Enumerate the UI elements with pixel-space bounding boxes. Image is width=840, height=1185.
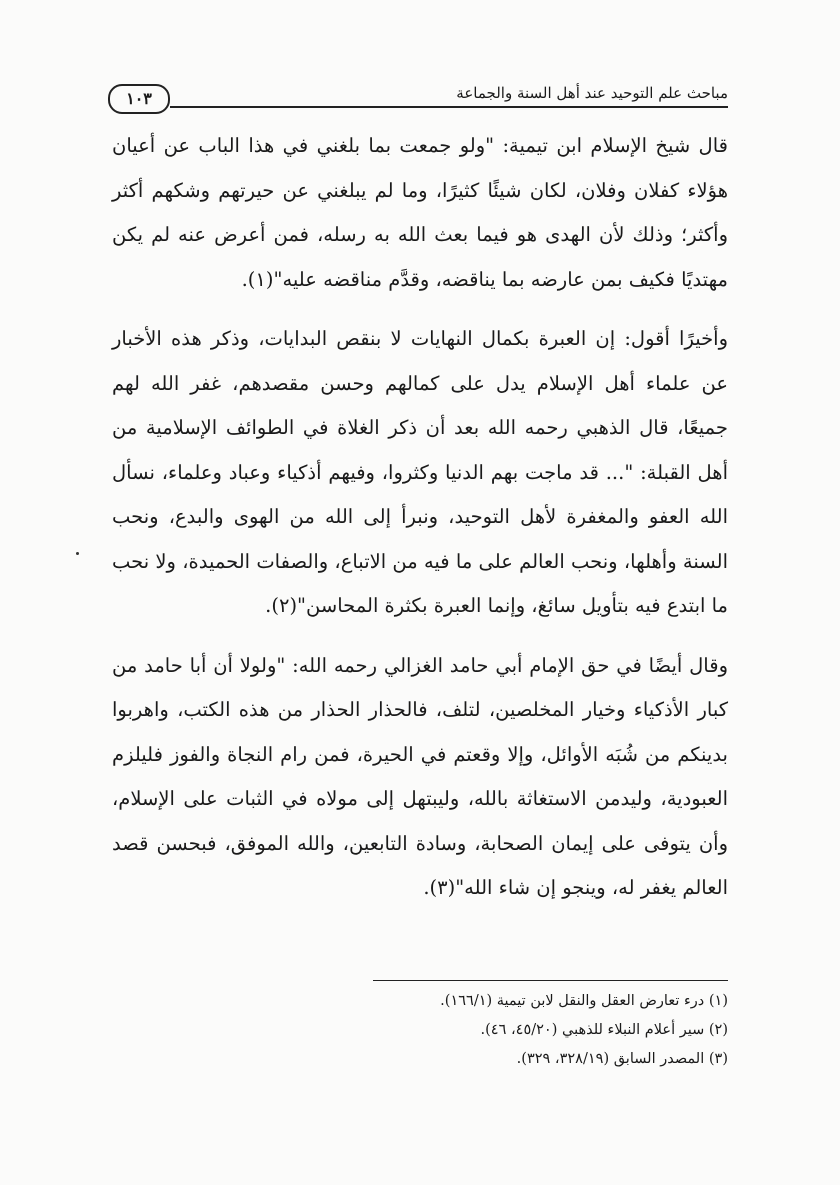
running-title: مباحث علم التوحيد عند أهل السنة والجماعة: [456, 84, 728, 102]
header-rule: [170, 106, 728, 108]
page-number: ١٠٣: [108, 84, 170, 114]
footnotes: [112, 980, 728, 1074]
main-text: [112, 124, 728, 911]
paragraph-dhahabi-quote: وأخيرًا أقول: إن العبرة بكمال النهايات لا بنقص البدايات، وذكر هذه الأخبار عن علماء أهل الإسلام يدل على كمالهم وحسن مقصدهم، غفر الله لهم جميعًا، قال الذهبي رحمه الله بعد أن ذكر الغلاة في الطوائف الإسلامية من أهل القبلة: "... قد ماجت بهم الدنيا وكثروا، وفيهم أذكياء وعباد وعلماء، نسأل الله العفو والمغفرة لأهل التوحيد، ونبرأ إلى الله من الهوى والبدع، ونحب السنة وأهلها، ونحب العالم على ما فيه من الاتباع، والصفات الحميدة، ولا نحب ما ابتدع فيه بتأويل سائغ، وإنما العبرة بكثرة المحاسن"(٢).: [112, 327, 728, 617]
footnote-1: (١) درء تعارض العقل والنقل لابن تيمية (١٦٦/١).: [440, 993, 728, 1009]
scan-speck: [76, 552, 79, 555]
footnote-separator: [373, 980, 728, 981]
paragraph-ghazali-quote: وقال أيضًا في حق الإمام أبي حامد الغزالي رحمه الله: "ولولا أن أبا حامد من كبار الأذكياء وخيار المخلصين، لتلف، فالحذار الحذار من هذه الكتب، واهربوا بدينكم من شُبَه الأوائل، وإلا وقعتم في الحيرة، فمن رام النجاة والفوز فليلزم العبودية، وليدمن الاستغاثة بالله، وليبتهل إلى مولاه في الثبات على الإسلام، وأن يتوفى على إيمان الصحابة، وسادة التابعين، والله الموفق، فبحسن قصد العالم يغفر له، وينجو إن شاء الله"(٣).: [112, 653, 728, 899]
paragraph-ibn-taymiyyah-quote: قال شيخ الإسلام ابن تيمية: "ولو جمعت بما بلغني في هذا الباب عن أعيان هؤلاء كفلان وفلان، لكان شيئًا كثيرًا، وما لم يبلغني عن حيرتهم وشكهم أكثر وأكثر؛ وذلك لأن الهدى هو فيما بعث الله به رسله، فمن أعرض عنه لم يكن مهتديًا فكيف بمن عارضه بما يناقضه، وقدَّم مناقضه عليه"(١).: [112, 134, 728, 291]
page-header: [108, 80, 728, 120]
footnote-2: (٢) سير أعلام النبلاء للذهبي (٤٥/٢٠، ٤٦).: [480, 1022, 728, 1038]
footnote-3: (٣) المصدر السابق (٣٢٨/١٩، ٣٢٩).: [516, 1051, 728, 1067]
